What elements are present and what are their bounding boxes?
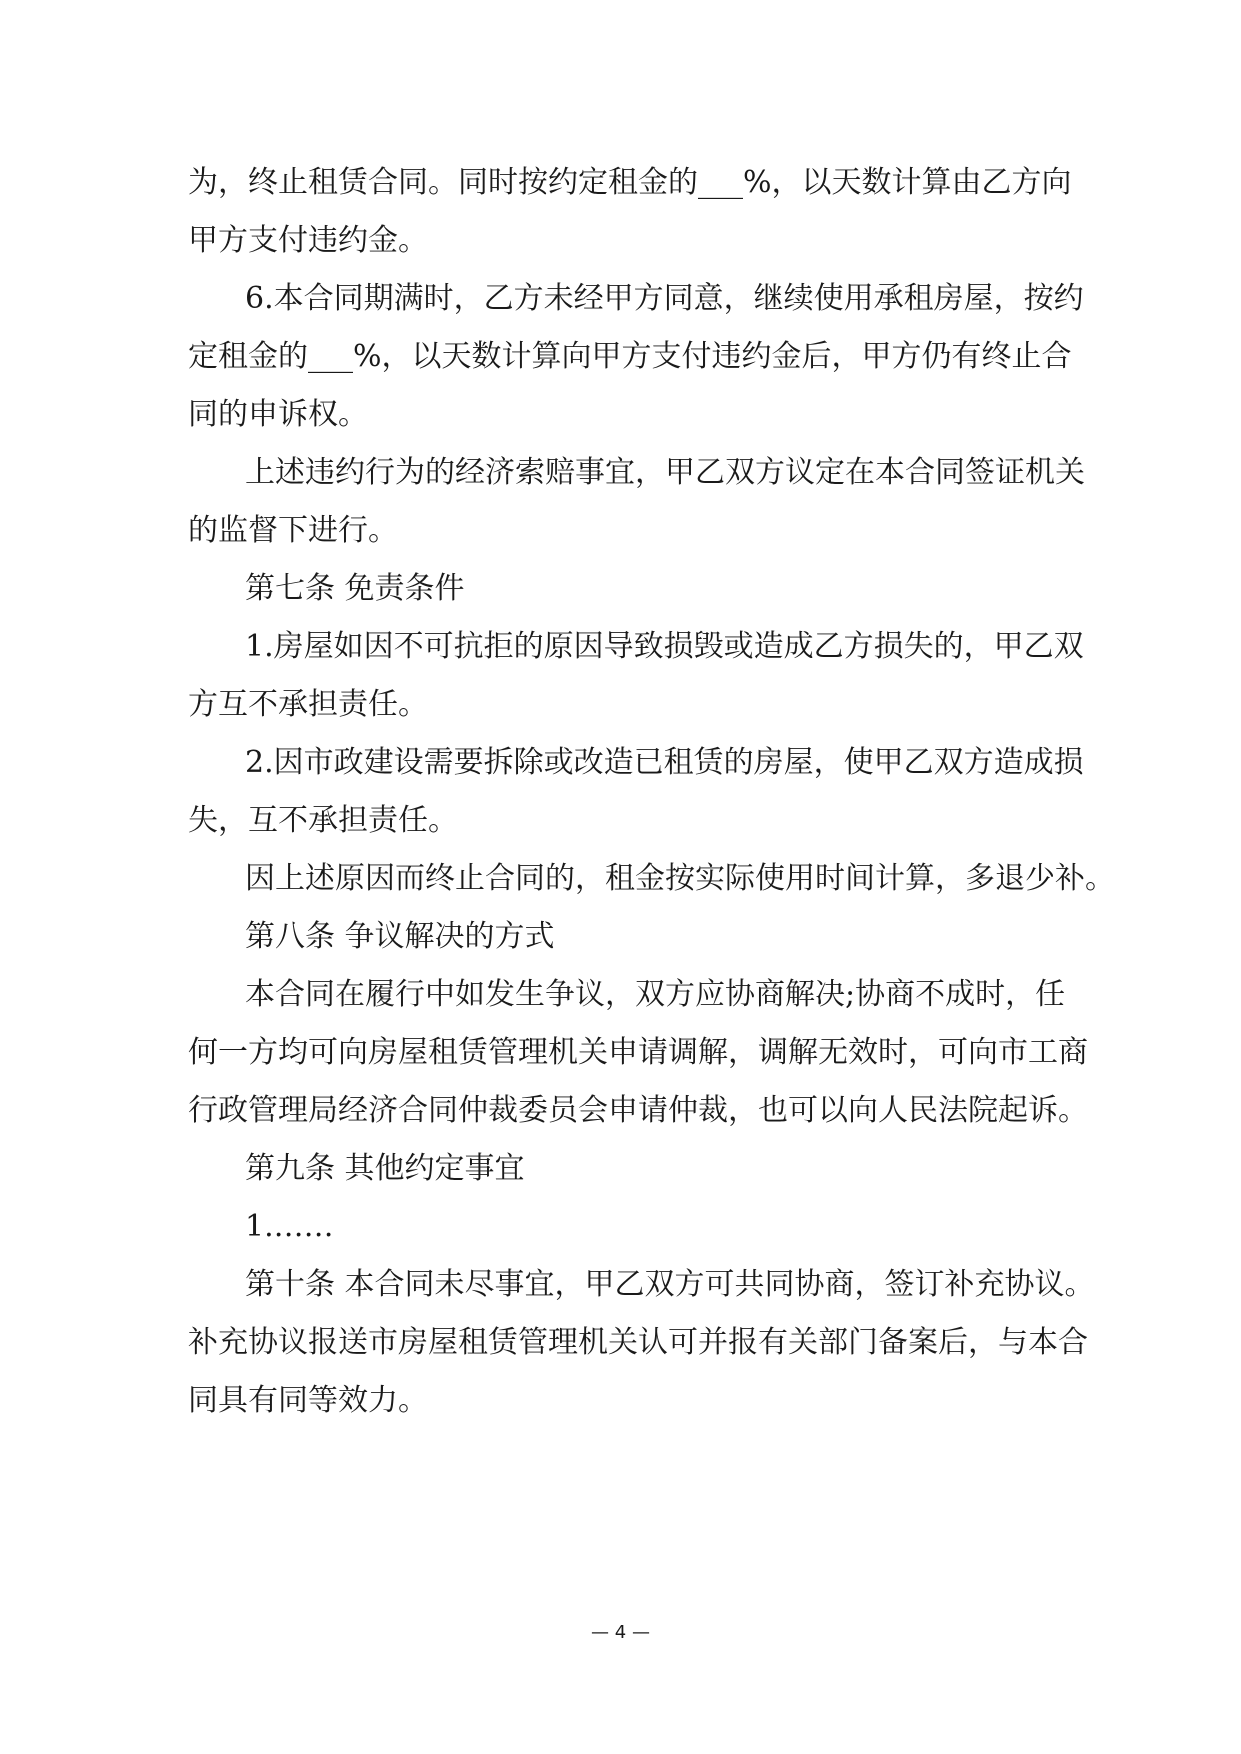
text-line: 1.…… xyxy=(245,1209,334,1244)
section-heading: 第九条 其他约定事宜 xyxy=(245,1151,525,1186)
text-line: 因上述原因而终止合同的，租金按实际使用时间计算，多退少补。 xyxy=(245,861,1115,896)
section-heading: 第八条 争议解决的方式 xyxy=(245,919,555,954)
text-line: 同具有同等效力。 xyxy=(188,1383,428,1418)
section-heading: 第十条 本合同未尽事宜，甲乙双方可共同协商，签订补充协议。 xyxy=(245,1267,1095,1302)
text-line: 为，终止租赁合同。同时按约定租金的___%，以天数计算由乙方向 xyxy=(188,165,1072,200)
text-line: 失，互不承担责任。 xyxy=(188,803,458,838)
page-number: — 4 — xyxy=(591,1622,650,1643)
text-line: 行政管理局经济合同仲裁委员会申请仲裁，也可以向人民法院起诉。 xyxy=(188,1093,1088,1128)
text-line: 何一方均可向房屋租赁管理机关申请调解，调解无效时，可向市工商 xyxy=(188,1035,1088,1070)
section-heading: 第七条 免责条件 xyxy=(245,571,465,606)
text-line: 2.因市政建设需要拆除或改造已租赁的房屋，使甲乙双方造成损 xyxy=(245,745,1084,780)
text-line: 1.房屋如因不可抗拒的原因导致损毁或造成乙方损失的，甲乙双 xyxy=(245,629,1084,664)
text-line: 6.本合同期满时，乙方未经甲方同意，继续使用承租房屋，按约 xyxy=(245,281,1084,316)
text-line: 的监督下进行。 xyxy=(188,513,398,548)
text-line: 方互不承担责任。 xyxy=(188,687,428,722)
text-line: 上述违约行为的经济索赔事宜，甲乙双方议定在本合同签证机关 xyxy=(245,455,1085,490)
text-line: 甲方支付违约金。 xyxy=(188,223,428,258)
text-line: 同的申诉权。 xyxy=(188,397,368,432)
text-line: 补充协议报送市房屋租赁管理机关认可并报有关部门备案后，与本合 xyxy=(188,1325,1088,1360)
text-line: 定租金的___%，以天数计算向甲方支付违约金后，甲方仍有终止合 xyxy=(188,339,1072,374)
text-line: 本合同在履行中如发生争议，双方应协商解决;协商不成时，任 xyxy=(245,977,1066,1012)
